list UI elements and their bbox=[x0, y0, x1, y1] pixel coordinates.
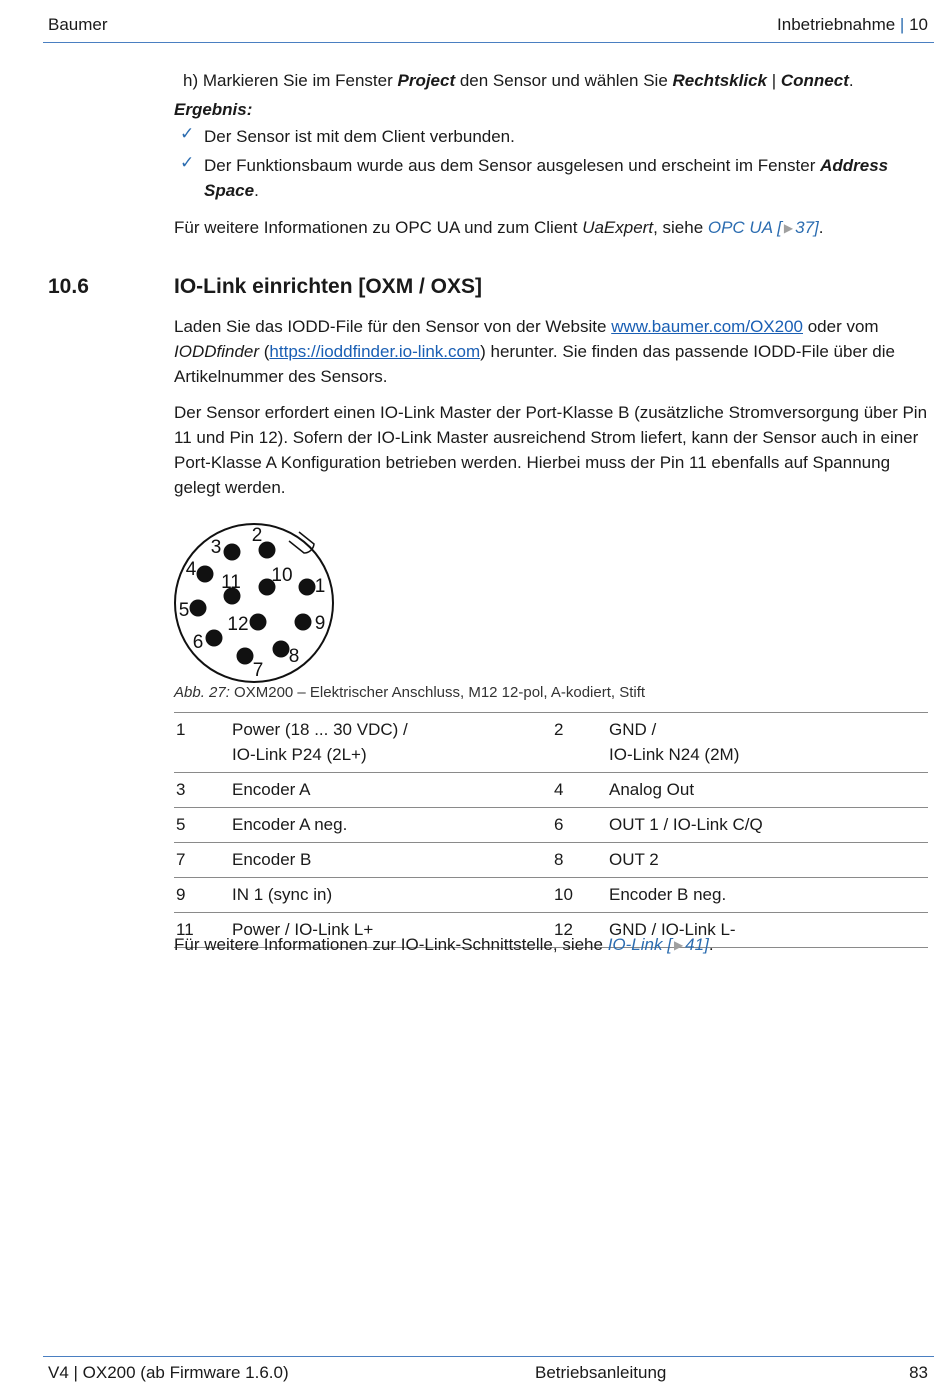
pin-function-line: Encoder B neg. bbox=[609, 885, 727, 904]
pin-function bbox=[232, 878, 554, 913]
pin-function-line: IN 1 (sync in) bbox=[232, 885, 333, 904]
iolink-info-end: . bbox=[708, 935, 714, 954]
check-icon: ✓ bbox=[180, 124, 195, 143]
figure-caption bbox=[174, 684, 645, 701]
pin-4-contact bbox=[197, 566, 214, 583]
pin-function bbox=[232, 843, 554, 878]
pin-1-label: 1 bbox=[314, 576, 326, 597]
opc-info bbox=[174, 215, 928, 242]
pin-number-line: 4 bbox=[554, 780, 564, 799]
footer-page-number: 83 bbox=[909, 1363, 928, 1382]
table-row bbox=[174, 808, 928, 843]
pin-5-label: 5 bbox=[178, 600, 190, 621]
header-separator: | bbox=[899, 15, 905, 34]
pin-function bbox=[609, 808, 928, 843]
opc-info-text: , siehe bbox=[653, 218, 708, 237]
header-page-ref: 10 bbox=[909, 15, 928, 34]
pin-function-line: GND / IO-Link L- bbox=[609, 920, 736, 939]
pin-function bbox=[232, 773, 554, 808]
pin-6-label: 6 bbox=[192, 632, 204, 653]
ioddfinder-link[interactable]: https://ioddfinder.io-link.com bbox=[269, 342, 481, 361]
table-row bbox=[174, 878, 928, 913]
result-item-2-end: . bbox=[254, 181, 259, 200]
footer-doc-type: Betriebsanleitung bbox=[535, 1363, 667, 1382]
step-text: . bbox=[848, 71, 854, 90]
figure-number: Abb. 27: bbox=[174, 684, 230, 701]
pin-number-line: 5 bbox=[176, 815, 186, 834]
iolink-info bbox=[174, 932, 928, 959]
pin-function bbox=[232, 808, 554, 843]
pin-function-line: IO-Link P24 (2L+) bbox=[232, 745, 367, 764]
result-label bbox=[174, 97, 252, 122]
pin-function-line: OUT 2 bbox=[609, 850, 659, 869]
pin-function-line: Power / IO-Link L+ bbox=[232, 920, 374, 939]
step-text: Markieren Sie im Fenster bbox=[202, 71, 398, 90]
step-marker: h) bbox=[183, 71, 199, 90]
pin-assignment-table bbox=[174, 712, 928, 948]
result-item-1: Der Sensor ist mit dem Client verbunden. bbox=[204, 127, 515, 146]
website-link[interactable]: www.baumer.com/OX200 bbox=[611, 317, 803, 336]
section-title: IO-Link einrichten [OXM / OXS] bbox=[174, 275, 483, 298]
io-link-link[interactable] bbox=[608, 935, 709, 954]
pin-number bbox=[554, 808, 609, 843]
pin-number-line: 12 bbox=[554, 920, 573, 939]
footer-rule bbox=[43, 1356, 934, 1357]
opc-ua-link[interactable] bbox=[708, 218, 819, 237]
io-link-link-page[interactable]: 41] bbox=[685, 935, 709, 954]
pin-number bbox=[174, 878, 232, 913]
pin-12-contact bbox=[250, 614, 267, 631]
header-rule bbox=[43, 42, 934, 43]
pin-10-label: 10 bbox=[271, 565, 293, 586]
pin-number bbox=[174, 843, 232, 878]
pin-number-line: 2 bbox=[554, 720, 564, 739]
footer-doc-version: V4 | OX200 (ab Firmware 1.6.0) bbox=[48, 1363, 289, 1382]
pin-7-label: 7 bbox=[252, 660, 264, 681]
pin-number-line: 6 bbox=[554, 815, 564, 834]
pin-number-line: 3 bbox=[176, 780, 186, 799]
check-icon: ✓ bbox=[180, 153, 195, 172]
pin-number bbox=[174, 713, 232, 773]
pin-7-contact bbox=[237, 648, 254, 665]
pin-function bbox=[609, 878, 928, 913]
para-iodd bbox=[174, 314, 928, 389]
pin-function-line: Encoder A neg. bbox=[232, 815, 348, 834]
step-text: den Sensor und wählen Sie bbox=[455, 71, 673, 90]
pin-6-contact bbox=[206, 630, 223, 647]
para-text: ) herunter. Sie finden das passende IODD-File über die Artikelnummer des Sensors. bbox=[174, 342, 895, 386]
pin-function-line: GND / bbox=[609, 720, 657, 739]
result-label-text: Ergebnis: bbox=[174, 100, 253, 119]
para-text: Laden Sie das IODD-File für den Sensor von der Website bbox=[174, 317, 612, 336]
pin-9-label: 9 bbox=[314, 613, 326, 634]
iolink-info-text: Für weitere Informationen zur IO-Link-Schnittstelle, siehe bbox=[174, 935, 608, 954]
pin-3-label: 3 bbox=[210, 537, 222, 558]
pin-number bbox=[174, 773, 232, 808]
figure-caption-text: OXM200 – Elektrischer Anschluss, M12 12-pol, A-kodiert, Stift bbox=[229, 684, 646, 701]
header-brand: Baumer bbox=[48, 15, 108, 34]
table-row bbox=[174, 773, 928, 808]
window-name-project: Project bbox=[397, 71, 456, 90]
step-separator: | bbox=[767, 71, 781, 90]
menu-connect: Connect bbox=[780, 71, 849, 90]
opc-ua-link-label[interactable]: OPC UA [ bbox=[707, 218, 782, 237]
para-port-class: Der Sensor erfordert einen IO-Link Master der Port-Klasse B (zusätzliche Stromversorgung über Pin 11 und Pin 12). Sofern der IO-Link Master ausreichend Strom liefert, kann der Sensor auch in einer Port-Klasse A Konfiguration betrieben werden. Hierbei muss der Pin 11 ebenfalls auf Spannung gelegt werden. bbox=[174, 403, 928, 497]
pin-function-line: OUT 1 / IO-Link C/Q bbox=[609, 815, 763, 834]
opc-ua-link-page[interactable]: 37] bbox=[795, 218, 819, 237]
pin-4-label: 4 bbox=[185, 559, 197, 580]
pin-function-line: Analog Out bbox=[609, 780, 695, 799]
pin-number-line: 9 bbox=[176, 885, 186, 904]
ioddfinder-name: IODDfinder bbox=[174, 342, 260, 361]
page-arrow-icon: ▶ bbox=[783, 221, 794, 235]
window-name-address-space: Address Space bbox=[204, 156, 889, 200]
pin-number bbox=[554, 878, 609, 913]
pin-number-line: 1 bbox=[176, 720, 186, 739]
step-h bbox=[183, 68, 928, 93]
pin-number bbox=[174, 808, 232, 843]
menu-rechtsklick: Rechtsklick bbox=[672, 71, 767, 90]
pin-function bbox=[232, 713, 554, 773]
section-number: 10.6 bbox=[48, 275, 89, 298]
pin-1-contact bbox=[299, 579, 316, 596]
pin-number-line: 8 bbox=[554, 850, 564, 869]
pin-number-line: 7 bbox=[176, 850, 186, 869]
pin-function-line: Encoder A bbox=[232, 780, 311, 799]
pin-8-contact bbox=[273, 641, 290, 658]
table-row bbox=[174, 713, 928, 773]
header-section bbox=[777, 15, 928, 35]
pin-3-contact bbox=[224, 544, 241, 561]
header-section-title: Inbetriebnahme bbox=[777, 15, 896, 34]
opc-info-end: . bbox=[818, 218, 824, 237]
pin-function-line: IO-Link N24 (2M) bbox=[609, 745, 740, 764]
result-item-2 bbox=[204, 153, 928, 203]
pin-12-label: 12 bbox=[227, 614, 249, 635]
page-arrow-icon: ▶ bbox=[673, 938, 684, 952]
pin-number-line: 11 bbox=[176, 920, 194, 939]
io-link-link-label[interactable]: IO-Link [ bbox=[607, 935, 672, 954]
client-name: UaExpert bbox=[582, 218, 654, 237]
pin-8-label: 8 bbox=[288, 646, 300, 667]
m12-connector-diagram bbox=[170, 520, 340, 685]
pin-2-label: 2 bbox=[251, 525, 263, 546]
pin-function bbox=[609, 713, 928, 773]
result-item-2-text: Der Funktionsbaum wurde aus dem Sensor ausgelesen und erscheint im Fenster bbox=[204, 156, 821, 175]
pin-function-line: Encoder B bbox=[232, 850, 312, 869]
pin-number bbox=[554, 773, 609, 808]
pin-9-contact bbox=[295, 614, 312, 631]
pin-function-line: Power (18 ... 30 VDC) / bbox=[232, 720, 408, 739]
opc-info-text: Für weitere Informationen zu OPC UA und zum Client bbox=[174, 218, 583, 237]
para-text: oder vom bbox=[803, 317, 879, 336]
pin-number-line: 10 bbox=[554, 885, 573, 904]
pin-function bbox=[609, 773, 928, 808]
table-row bbox=[174, 843, 928, 878]
pin-5-contact bbox=[190, 600, 207, 617]
para-text: ( bbox=[259, 342, 270, 361]
pin-11-label: 11 bbox=[221, 572, 241, 593]
pin-function bbox=[609, 843, 928, 878]
pin-number bbox=[554, 843, 609, 878]
pin-number bbox=[554, 713, 609, 773]
